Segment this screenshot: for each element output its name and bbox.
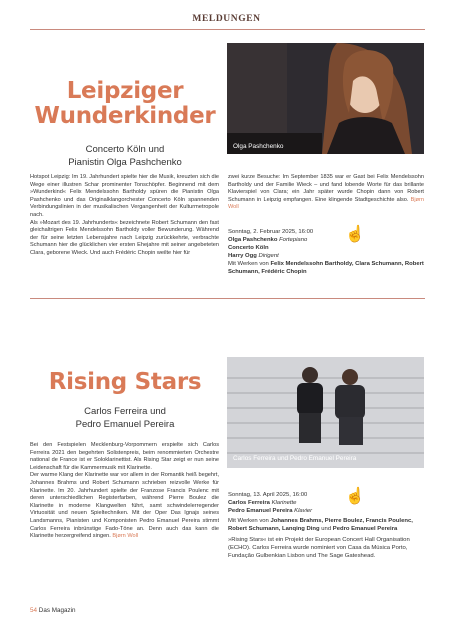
article1-event-info	[228, 228, 424, 276]
article2-performer2-name: Pedro Emanuel Pereira	[228, 508, 293, 514]
article1-subtitle-line1: Concerto Köln und	[85, 144, 165, 155]
article2-author: Bjørn Woll	[112, 533, 139, 540]
article2-note: »Rising Stars« ist ein Projekt der European Concert Hall Organisation (ECHO). Carlos Ferreira wurde nominiert von Casa da Música Porto, Fundação Gulbenkian Lisbon und The Sage Gateshead.	[228, 537, 410, 559]
stairs-duo-illustration	[227, 357, 424, 468]
page-footer	[30, 607, 76, 614]
article1-performer1-role: Fortepiano	[279, 237, 308, 243]
article2-subtitle-line1: Carlos Ferreira und	[84, 406, 166, 417]
article1-works-names: Felix Mendelssohn Bartholdy, Clara Schumann, Robert Schumann, Frédéric Chopin	[228, 261, 424, 275]
article2-title: Rising Stars	[48, 369, 202, 395]
article1-photo-caption: Olga Pashchenko	[233, 143, 284, 150]
article2-performer1-role: Klarinette	[271, 500, 297, 506]
article1-event-date: Sonntag, 2. Februar 2025, 16:00	[228, 229, 314, 235]
hand-pointer-icon[interactable]: ☝	[345, 488, 365, 505]
article1-subtitle-line2: Pianistin Olga Pashchenko	[68, 157, 182, 168]
article2-photo	[227, 357, 424, 468]
article1-subtitle	[30, 143, 220, 169]
article2-works-and: und	[321, 526, 332, 532]
article1-body-col2	[228, 174, 424, 212]
article2-works-names: Johannes Brahms, Pierre Boulez, Francis Poulenc, Robert Schumann, Lanqing Ding	[228, 518, 413, 532]
article2-paragraph-2: Der warme Klang der Klarinette war vor allem in der Romantik heiß begehrt, Johannes Brahms und Robert Schumann schrieben reizvolle Werke für Klarinette. Im 20. Jahrhundert spielte der Franzose Francis Poulenc mit deren unterschiedlichen Registerfarben, während Pierre Boulez die Klarinette in moderne Klangwelten führt, samt schwindelerregender Virtuosität und neuen Spieltechniken. Mit der Oper Das Ignajs seines Landsmanns, Pianisten und Komponisten Pedro Emanuel Pereira stimmt Carlos Ferreira inbrünstige Fado-Töne an. Denn auch das kann die Klarinette herzergreifend singen.	[30, 472, 219, 540]
article2-paragraph-1: Bei den Festspielen Mecklenburg-Vorpommern erspielte sich Carlos Ferreira 2021 den begehrten Solistenpreis, beim renommierten Orchestre national de France ist er Soloklarinettist. Als Rising Star zeigt er nun seine Leidenschaft für die Kammermusik mit Klarinette.	[30, 442, 219, 471]
article2-subtitle	[30, 405, 220, 431]
article1-title-line2: Wunderkinder	[34, 103, 216, 129]
article1-body-col1	[30, 174, 219, 258]
article2-body	[30, 442, 219, 541]
article1-author: Bjørn Woll	[228, 196, 424, 211]
article2-works-prefix: Mit Werken von	[228, 518, 269, 524]
article2-event-info	[228, 491, 424, 560]
hand-pointer-icon[interactable]: ☝	[345, 226, 365, 243]
article1-paragraph-2: Als »Mozart des 19. Jahrhunderts« bezeichnete Robert Schumann den fast gleichaltrigen Felix Mendelssohn Bartholdy voller Bewunderung. Während der für seine letzten Lebensjahre nach Leipzig zurückkehrte, verbrachte Schumann hier die glücklichen vier ersten Ehejahre mit seiner angebeteten Clara, geborene Wieck. Und auch Frédéric Chopin weilte hier für	[30, 219, 219, 256]
article1-performer1-name: Olga Pashchenko	[228, 237, 278, 243]
article2-event-date: Sonntag, 13. April 2025, 16:00	[228, 492, 308, 498]
section-header: MELDUNGEN	[192, 14, 261, 24]
article1-paragraph-3: zwei kurze Besuche: Im September 1835 war er Gast bei Felix Mendelssohn Bartholdy und der Familie Wieck – und fand lobende Worte für das brillante Klavierspiel von Clara; ein Jahr später wurde Chopin dann von Robert Schumann in Leipzig empfangen. Eine klingende Stadtgeschichte also.	[228, 174, 424, 203]
portrait-illustration	[227, 43, 424, 154]
article1-performer3-name: Harry Ogg	[228, 253, 257, 259]
article1-performer3-role: Dirigent	[258, 253, 279, 259]
middle-rule	[30, 298, 425, 299]
article2-performer2-role: Klavier	[294, 508, 313, 514]
page-number: 54	[30, 607, 38, 614]
article2-works-last: Pedro Emanuel Pereira	[332, 526, 398, 532]
article1-works-prefix: Mit Werken von	[228, 261, 269, 267]
article1-title	[30, 79, 220, 129]
article1-title-line1: Leipziger	[66, 78, 184, 104]
article2-subtitle-line2: Pedro Emanuel Pereira	[75, 419, 175, 430]
article1-photo	[227, 43, 424, 154]
article1-paragraph-1: Hotspot Leipzig: Im 19. Jahrhundert spielte hier die Musik, kreuzten sich die Wege einer illustren Schar prominenter Tonschöpfer. Beginnend mit dem »Wunderkind« Felix Mendelssohn Bartholdy spüren die Pianistin Olga Pashchenko und das Originalklangorchester Concerto Köln spannenden Verbindungslinien in der musikalischen Vergangenheit der Kulturmetropole nach.	[30, 174, 219, 218]
top-rule	[30, 29, 425, 30]
magazine-name: Das Magazin	[38, 607, 76, 614]
article2-performer1-name: Carlos Ferreira	[228, 500, 270, 506]
article2-photo-caption: Carlos Ferreira und Pedro Emanuel Pereira	[233, 455, 357, 462]
article1-performer2-name: Concerto Köln	[228, 245, 269, 251]
